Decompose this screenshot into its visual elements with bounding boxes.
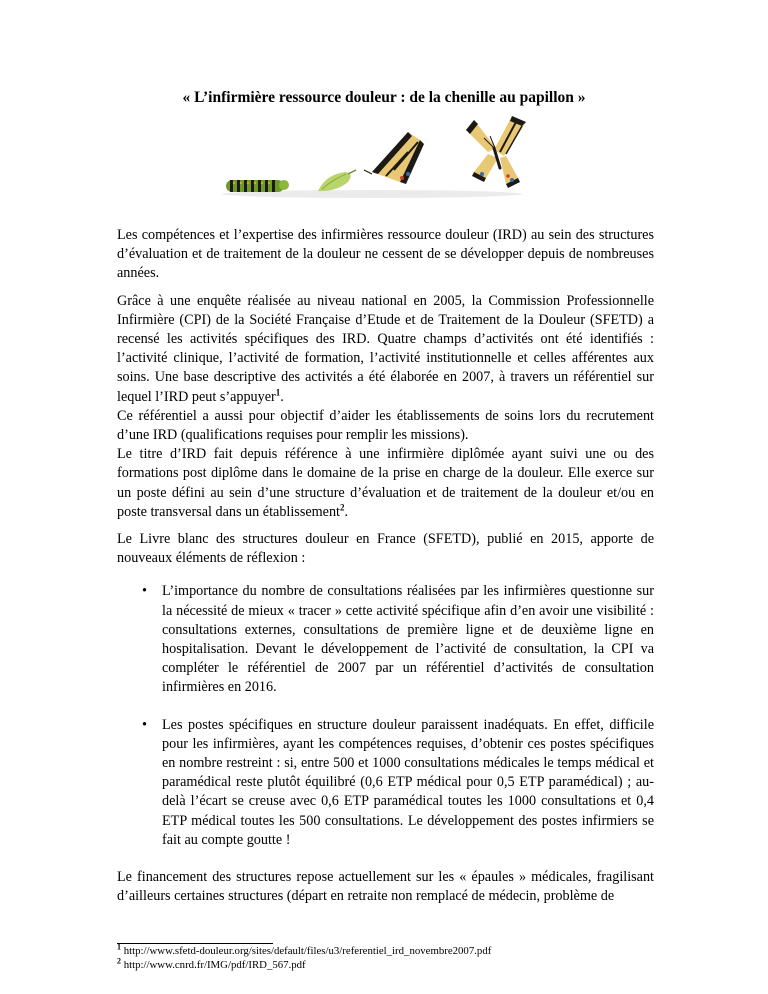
paragraph-white-paper: Le Livre blanc des structures douleur en France (SFETD), publié en 2015, apporte de nouveaux éléments de réflexion : <box>117 531 654 567</box>
footnote <box>117 942 492 959</box>
list-item-text: L’importance du nombre de consultations réalisées par les infirmières questionne sur la nécessité de mieux « tracer » cette activité spécifique afin d’en avoir une visibilité : consultations externes, consultations de première ligne et de deuxième ligne en hospitalisation. Devant le développement de l’activité de consultation, la CPI va compléter le référentiel de 2007 par un référentiel d’activités de consultation infirmières en 2016. <box>162 583 654 696</box>
paragraph-survey <box>117 292 654 407</box>
bullet-icon: • <box>142 583 147 600</box>
footnote-number: 1 <box>117 942 121 952</box>
butterfly-flying-icon <box>466 116 526 188</box>
footnote-ref-2: 2 <box>340 502 345 513</box>
footnote-ref-1: 1 <box>275 386 281 397</box>
caterpillar-to-butterfly-illustration <box>222 112 542 202</box>
paragraph-recruitment: Ce référentiel a aussi pour objectif d’aider les établissements de soins lors du recrutement d’une IRD (qualifications requises pour remplir les missions). <box>117 407 654 444</box>
bullet-list <box>117 582 654 850</box>
list-item <box>117 582 654 697</box>
document-title: « L’infirmière ressource douleur : de la chenille au papillon » <box>182 89 586 106</box>
footnote <box>117 955 491 973</box>
paragraph-title-definition-text: Le titre d’IRD fait depuis référence à une infirmière diplômée ayant suivi une ou des formations post diplôme dans le domaine de la prise en charge de la douleur. Elle exerce sur un poste défini au sein d’une structure d’évaluation et de traitement de la douleur et/ou en poste transversal dans un établissement <box>117 446 654 520</box>
paragraph-funding: Le financement des structures repose actuellement sur les « épaules » médicales, fragilisant d’ailleurs certaines structures (départ en retraite non remplacé de médecin, problème de <box>117 869 654 905</box>
paragraph-title-definition-end: . <box>344 503 349 520</box>
document-body <box>117 226 654 915</box>
paragraph-title-definition <box>117 445 654 522</box>
footnote-link[interactable]: http://www.sfetd-douleur.org/sites/default/files/u3/referentiel_ird_novembre2007.pdf <box>123 945 492 957</box>
list-item <box>117 716 654 850</box>
footnote-separator <box>117 943 273 944</box>
bullet-icon: • <box>142 716 147 733</box>
list-item-text: Les postes spécifiques en structure douleur paraissent inadéquats. En effet, difficile pour les infirmières, ayant les compétences requises, d’obtenir ces postes spécifiques en nombre restreint : si, entre 500 et 1000 consultations médicales le temps médical et paramédical reste plutôt équilibré (0,6 ETP médical pour 0,5 ETP paramédical) ; au-delà l’écart se creuse avec 0,6 ETP paramédical toutes les 1000 consultations et 0,4 ETP médical toutes les 500 consultations. Le développement des postes infirmiers se fait au compte goutte ! <box>162 716 654 848</box>
butterfly-emerging-icon <box>364 132 424 184</box>
chrysalis-icon <box>318 170 356 191</box>
paragraph-survey-text: Grâce à une enquête réalisée au niveau national en 2005, la Commission Professionnelle Infirmière (CPI) de la Société Française d’Etude et de Traitement de la Douleur (SFETD) a recensé les activités spécifiques des IRD. Quatre champs d’activités ont été identifiés : l’activité clinique, l’activité de formation, l’activité institutionnelle et celles afférentes aux soins. Une base descriptive des activités a été élaborée en 2007, à travers un référentiel sur lequel l’IRD peut s’appuyer <box>117 292 654 405</box>
footnotes <box>117 942 492 972</box>
footnote-link[interactable]: http://www.cnrd.fr/IMG/pdf/IRD_567.pdf <box>123 958 306 971</box>
paragraph-survey-end: . <box>280 388 284 405</box>
caterpillar-icon <box>226 180 289 192</box>
paragraph-intro: Les compétences et l’expertise des infirmières ressource douleur (IRD) au sein des structures d’évaluation et de traitement de la douleur ne cessent de se développer depuis de nombreuses années. <box>117 227 654 282</box>
footnote-number: 2 <box>117 955 121 965</box>
